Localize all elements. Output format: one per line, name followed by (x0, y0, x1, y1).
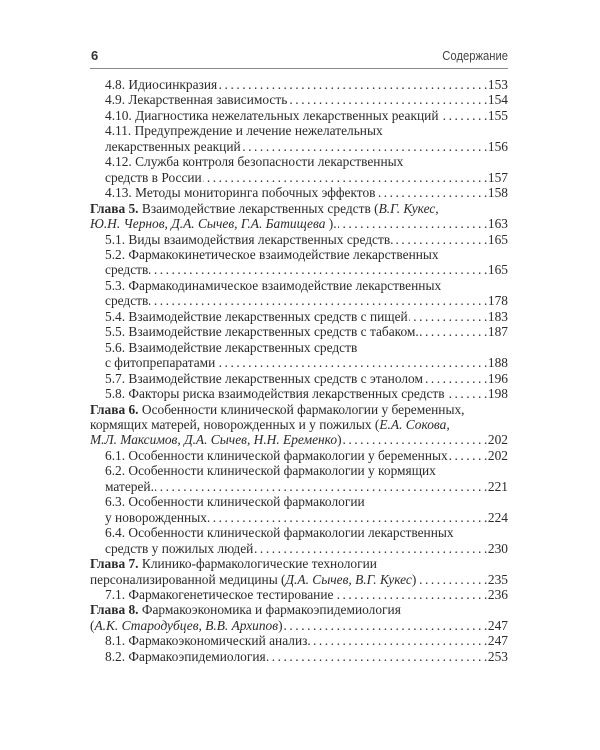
toc-line (90, 247, 508, 262)
chapter-label: Глава 6. (90, 401, 139, 417)
page-number: 6 (91, 48, 99, 63)
authors: В.Г. Кукес, (378, 200, 439, 216)
page-ref[interactable]: 178 (487, 293, 508, 309)
dot-leader (424, 371, 487, 386)
dot-leader (242, 139, 487, 154)
toc-line-text (105, 108, 438, 123)
section-title: Содержание (442, 49, 508, 63)
page-ref[interactable]: 155 (487, 107, 508, 123)
toc-line-text (105, 340, 357, 355)
toc-line-text (105, 278, 441, 293)
toc-line-text (105, 479, 154, 494)
toc-line-text (90, 417, 450, 432)
page-ref[interactable]: 158 (487, 185, 508, 201)
toc-section-entry[interactable] (90, 247, 508, 278)
entry-title: Клинико-фармакологические технологии (138, 556, 377, 572)
page-ref[interactable]: 224 (487, 509, 508, 525)
toc-line-text (105, 262, 148, 277)
dot-leader (208, 510, 487, 525)
toc-section-entry[interactable] (90, 185, 508, 200)
dot-leader (149, 293, 487, 308)
entry-title: лекарственных реакций (105, 138, 241, 154)
toc-line-text (105, 154, 403, 169)
toc-section-entry[interactable] (90, 92, 508, 107)
toc-line (90, 602, 508, 617)
toc-line (90, 185, 508, 200)
dot-leader (395, 232, 487, 247)
toc-line (90, 448, 508, 463)
toc-line-text (90, 556, 377, 571)
toc-line (90, 587, 508, 602)
toc-line-text (105, 587, 333, 602)
toc-line-text (105, 541, 253, 556)
toc-line (90, 278, 508, 293)
entry-title: 5.2. Фармакокинетическое взаимодействие лекарственных (105, 246, 439, 262)
dot-leader (439, 108, 486, 123)
toc-line (90, 417, 508, 432)
entry-title: 5.7. Взаимодействие лекарственных средств с этанолом (105, 370, 423, 386)
toc-line-text (105, 309, 408, 324)
toc-line-text (105, 371, 423, 386)
entry-title: ) (411, 571, 417, 587)
toc-section-entry[interactable] (90, 232, 508, 247)
entry-title: персонализированной медицины ( (90, 571, 286, 587)
toc-line (90, 216, 508, 231)
toc-line-text (105, 123, 383, 138)
toc-chapter-entry[interactable] (90, 402, 508, 448)
toc-section-entry[interactable] (90, 77, 508, 92)
authors: Е.А. Сокова, (379, 416, 450, 432)
page-ref[interactable]: 153 (487, 77, 508, 92)
toc-chapter-entry[interactable] (90, 556, 508, 587)
toc-line (90, 494, 508, 509)
toc-line (90, 386, 508, 401)
dot-leader (203, 170, 487, 185)
toc-line (90, 463, 508, 478)
toc-line (90, 618, 508, 633)
entry-title: 8.2. Фармакоэпидемиология (105, 648, 266, 664)
toc-line (90, 108, 508, 123)
dot-leader (254, 541, 487, 556)
toc-line-text (105, 494, 365, 509)
entry-title: 4.10. Диагностика нежелательных лекарственных реакций (105, 107, 439, 123)
page-ref[interactable]: 247 (487, 617, 508, 633)
page-ref[interactable]: 183 (487, 308, 508, 324)
entry-title: 4.9. Лекарственная зависимость (105, 92, 288, 108)
entry-title: ) (278, 617, 283, 633)
toc-line (90, 525, 508, 540)
entry-title: ( (90, 617, 95, 633)
dot-leader (409, 309, 487, 324)
toc-line (90, 262, 508, 277)
toc-line-text (105, 355, 215, 370)
toc-section-entry[interactable] (90, 371, 508, 386)
dot-leader (312, 633, 487, 648)
table-of-contents (90, 77, 508, 664)
page-ref[interactable]: 236 (487, 586, 508, 602)
dot-leader (446, 386, 487, 401)
toc-line-text (105, 525, 454, 540)
dot-leader (155, 479, 487, 494)
dot-leader (218, 77, 487, 92)
dot-leader (149, 262, 487, 277)
entry-title: средств в России (105, 169, 202, 185)
dot-leader (377, 185, 487, 200)
entry-title: 4.8. Идиосинкразия (105, 77, 218, 92)
toc-section-entry[interactable] (90, 463, 508, 494)
dot-leader (338, 216, 487, 231)
toc-line (90, 633, 508, 648)
chapter-label: Глава 5. (90, 200, 139, 216)
entry-title: ). (325, 216, 337, 232)
toc-section-entry[interactable] (90, 108, 508, 123)
page-ref[interactable]: 196 (487, 370, 508, 386)
page-ref[interactable]: 253 (487, 648, 508, 664)
entry-title: 4.11. Предупреждение и лечение нежелательных (105, 123, 383, 139)
toc-line (90, 541, 508, 556)
toc-line (90, 355, 508, 370)
toc-line-text (90, 216, 337, 231)
toc-line (90, 432, 508, 447)
toc-section-entry[interactable] (90, 154, 508, 185)
entry-title: с фитопрепаратами (105, 355, 216, 371)
toc-line (90, 232, 508, 247)
toc-section-entry[interactable] (90, 123, 508, 154)
toc-section-entry[interactable] (90, 525, 508, 556)
dot-leader (284, 618, 487, 633)
entry-title: 4.13. Методы мониторинга побочных эффектов (105, 185, 376, 201)
page-ref[interactable]: 187 (487, 324, 508, 340)
toc-line (90, 324, 508, 339)
dot-leader (267, 649, 487, 664)
toc-chapter-entry[interactable] (90, 201, 508, 232)
toc-line-text (105, 649, 266, 664)
entry-title: 4.12. Служба контроля безопасности лекарственных (105, 154, 404, 170)
page-ref[interactable]: 157 (487, 169, 508, 185)
dot-leader (417, 572, 487, 587)
toc-line-text (105, 293, 148, 308)
toc-line-text (105, 170, 202, 185)
entry-title: 6.3. Особенности клинической фармакологии (105, 494, 365, 510)
dot-leader (449, 448, 487, 463)
authors: Д.А. Сычев, В.Г. Кукес (285, 571, 412, 587)
toc-line-text (105, 92, 287, 107)
toc-line-text (105, 232, 394, 247)
entry-title: 5.4. Взаимодействие лекарственных средств с пищей (105, 308, 408, 324)
toc-line (90, 479, 508, 494)
dot-leader (288, 92, 487, 107)
dot-leader (216, 355, 487, 370)
authors: М.Л. Максимов, Д.А. Сычев, Н.Н. Еременко (90, 432, 338, 448)
dot-leader (420, 324, 487, 339)
entry-title: 5.3. Фармакодинамическое взаимодействие лекарственных (105, 277, 442, 293)
entry-title: Взаимодействие лекарственных средств ( (138, 200, 379, 216)
toc-section-entry[interactable] (90, 386, 508, 401)
chapter-label: Глава 8. (90, 602, 139, 618)
entry-title: ) (337, 432, 342, 448)
entry-title: средств у пожилых людей (105, 540, 254, 556)
toc-line-text (105, 510, 207, 525)
toc-line (90, 402, 508, 417)
entry-title: Фармакоэкономика и фармакоэпидемиология (138, 602, 401, 618)
authors: Ю.Н. Чернов, Д.А. Сычев, Г.А. Батищева (90, 216, 326, 232)
page-ref[interactable]: 247 (487, 633, 508, 649)
toc-line (90, 139, 508, 154)
toc-line (90, 201, 508, 216)
entry-title: 8.1. Фармакоэкономический анализ. (105, 633, 311, 649)
chapter-label: Глава 7. (90, 556, 139, 572)
toc-section-entry[interactable] (90, 309, 508, 324)
toc-line (90, 309, 508, 324)
entry-title: 5.5. Взаимодействие лекарственных средств с табаком. (105, 324, 419, 340)
page-ref[interactable]: 230 (487, 540, 508, 556)
entry-title: 5.6. Взаимодействие лекарственных средств (105, 339, 358, 355)
page-ref[interactable]: 202 (487, 447, 508, 463)
toc-line-text (105, 324, 419, 339)
toc-line-text (105, 139, 241, 154)
toc-section-entry[interactable] (90, 633, 508, 648)
toc-line-text (105, 633, 311, 648)
page-ref[interactable]: 221 (487, 478, 508, 494)
toc-line (90, 123, 508, 138)
entry-title: 5.1. Виды взаимодействия лекарственных средств. (105, 231, 394, 247)
authors: А.К. Стародубцев, В.В. Архипов (94, 617, 279, 633)
toc-line-text (105, 185, 376, 200)
entry-title: 6.1. Особенности клинической фармакологии у беременных (105, 447, 448, 463)
page-ref[interactable]: 163 (487, 216, 508, 232)
page-ref[interactable]: 156 (487, 138, 508, 154)
toc-line-text (105, 463, 436, 478)
toc-line (90, 572, 508, 587)
toc-line-text (105, 386, 445, 401)
toc-line (90, 154, 508, 169)
entry-title: 7.1. Фармакогенетическое тестирование (105, 586, 334, 602)
toc-line (90, 340, 508, 355)
toc-section-entry[interactable] (90, 340, 508, 371)
page-ref[interactable]: 165 (487, 262, 508, 278)
toc-line (90, 92, 508, 107)
entry-title: матерей. (105, 478, 154, 494)
toc-line (90, 77, 508, 92)
dot-leader (343, 432, 487, 447)
toc-line-text (105, 247, 439, 262)
toc-section-entry[interactable] (90, 278, 508, 309)
toc-line-text (90, 602, 401, 617)
toc-section-entry[interactable] (90, 324, 508, 339)
entry-title: Особенности клинической фармакологии у беременных, (138, 401, 465, 417)
page-ref[interactable]: 235 (487, 571, 508, 587)
entry-title: у новорожденных (105, 509, 207, 525)
toc-line-text (90, 618, 283, 633)
entry-title: 6.4. Особенности клинической фармакологии лекарственных (105, 525, 454, 541)
toc-section-entry[interactable] (90, 649, 508, 664)
toc-line (90, 510, 508, 525)
entry-title: средств (105, 262, 149, 278)
toc-section-entry[interactable] (90, 494, 508, 525)
toc-section-entry[interactable] (90, 587, 508, 602)
toc-line-text (90, 201, 439, 216)
entry-title: кормящих матерей, новорожденных и у пожилых ( (90, 416, 380, 432)
toc-line-text (105, 77, 217, 92)
toc-chapter-entry[interactable] (90, 602, 508, 633)
toc-line (90, 371, 508, 386)
dot-leader (334, 587, 486, 602)
page-ref[interactable]: 198 (487, 386, 508, 402)
entry-title: средств (105, 293, 149, 309)
toc-line (90, 649, 508, 664)
toc-line (90, 170, 508, 185)
page-ref[interactable]: 165 (487, 231, 508, 247)
toc-line-text (90, 572, 416, 587)
entry-title: 6.2. Особенности клинической фармакологии у кормящих (105, 463, 436, 479)
toc-line-text (90, 432, 342, 447)
toc-line (90, 293, 508, 308)
toc-line (90, 556, 508, 571)
page-ref[interactable]: 154 (487, 92, 508, 108)
running-header (90, 46, 508, 69)
entry-title: 5.8. Факторы риска взаимодействия лекарственных средств (105, 386, 445, 402)
page-ref[interactable]: 188 (487, 355, 508, 371)
toc-line-text (105, 448, 448, 463)
toc-section-entry[interactable] (90, 448, 508, 463)
toc-line-text (90, 402, 465, 417)
page-ref[interactable]: 202 (487, 432, 508, 448)
